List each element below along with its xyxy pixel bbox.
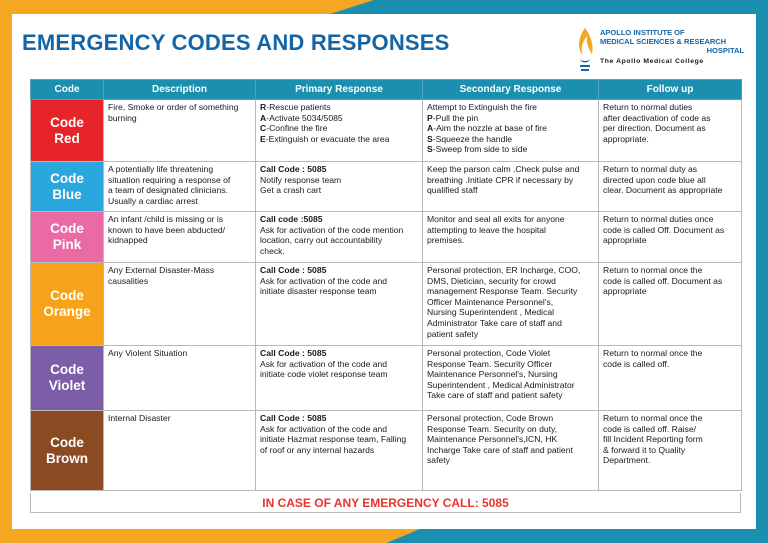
description-line: kidnapped xyxy=(108,235,148,246)
description-line: Fire, Smoke or order of something xyxy=(108,102,239,112)
code-name: Violet xyxy=(48,378,86,393)
follow-up-line: per direction. Document as xyxy=(603,123,706,134)
table-row-code-blue xyxy=(31,162,742,212)
secondary-line: DMS, Dietician, security for crowd xyxy=(427,275,556,286)
secondary-line: Nursing Superintendent , Medical xyxy=(427,307,555,318)
logo-line-1: APOLLO INSTITUTE OF xyxy=(600,28,685,37)
secondary-line: Take care of staff and patient safety xyxy=(427,390,563,401)
secondary-line: patient safety xyxy=(427,328,479,339)
call-code-label: Call code :5085 xyxy=(260,214,323,224)
description-line: Usually a cardiac arrest xyxy=(108,195,198,206)
primary-response-cell xyxy=(256,212,423,263)
follow-up-line: code is called Off. Document as xyxy=(603,224,725,235)
description-line: A potentially life threatening xyxy=(108,164,214,174)
follow-up-line: Department. xyxy=(603,455,651,466)
primary-response-cell xyxy=(256,162,423,212)
secondary-line: Superintendent , Medical Administrator xyxy=(427,379,575,390)
follow-up-line: code is called off. xyxy=(603,358,670,369)
primary-line: Ask for activation of the code mention xyxy=(260,224,404,235)
secondary-line: Personal protection, ER Incharge, COO, xyxy=(427,265,581,275)
secondary-response-cell xyxy=(423,263,599,346)
primary-step: R-Rescue patients xyxy=(260,102,331,112)
header-primary-response: Primary Response xyxy=(256,80,423,100)
primary-line: Get a crash cart xyxy=(260,185,322,196)
primary-step: E-Extinguish or evacuate the area xyxy=(260,133,390,144)
call-code-label: Call Code : 5085 xyxy=(260,348,327,358)
description-cell xyxy=(104,100,256,162)
primary-line: Ask for activation of the code and xyxy=(260,275,388,286)
secondary-line: Maintenance Personnel's, Nursing xyxy=(427,369,558,380)
logo-line-2: MEDICAL SCIENCES & RESEARCH xyxy=(600,37,727,46)
follow-up-line: after deactivation of code as xyxy=(603,112,711,123)
code-cell-blue xyxy=(31,162,104,212)
call-code-label: Call Code : 5085 xyxy=(260,413,327,423)
follow-up-cell xyxy=(599,162,742,212)
secondary-line: Response Team. Security on duty, xyxy=(427,423,558,434)
code-word: Code xyxy=(50,288,84,303)
follow-up-line: Return to normal once the xyxy=(603,348,703,358)
secondary-response-cell xyxy=(423,346,599,411)
follow-up-cell xyxy=(599,100,742,162)
description-cell xyxy=(104,263,256,346)
secondary-line: Monitor and seal all exits for anyone xyxy=(427,214,565,224)
frame-top-teal-stripe xyxy=(330,0,768,14)
table-row-code-pink xyxy=(31,212,742,263)
hospital-logo xyxy=(574,26,744,74)
description-line: Any External Disaster-Mass xyxy=(108,265,215,275)
secondary-line: breathing .Initiate CPR if necessary by xyxy=(427,174,574,185)
secondary-step: P-Pull the pin xyxy=(427,112,479,123)
follow-up-line: code is called off. Document as xyxy=(603,275,723,286)
code-word: Code xyxy=(50,221,84,236)
primary-line: of roof or any internal hazards xyxy=(260,444,375,455)
follow-up-line: Return to normal duties once xyxy=(603,214,714,224)
code-cell-orange xyxy=(31,263,104,346)
code-cell-violet xyxy=(31,346,104,411)
primary-response-cell xyxy=(256,346,423,411)
follow-up-line: appropriate xyxy=(603,235,647,246)
primary-line: initiate Hazmat response team, Falling xyxy=(260,434,407,445)
code-name: Pink xyxy=(52,237,82,252)
description-line: a team of designated clinicians. xyxy=(108,185,228,196)
table-row-code-red xyxy=(31,100,742,162)
primary-step: C-Confine the fire xyxy=(260,123,328,134)
code-cell-red xyxy=(31,100,104,162)
secondary-line: qualified staff xyxy=(427,185,478,196)
logo-tagline: The Apollo Medical College xyxy=(600,58,704,65)
header-code: Code xyxy=(31,80,104,100)
follow-up-line: Return to normal once the xyxy=(603,413,703,423)
secondary-line: safety xyxy=(427,455,450,466)
secondary-line: Maintenance Personnel's,ICN, HK xyxy=(427,434,558,445)
call-code-label: Call Code : 5085 xyxy=(260,265,327,275)
secondary-line: Personal protection, Code Brown xyxy=(427,413,554,423)
frame-left-stripe xyxy=(0,0,12,543)
description-cell xyxy=(104,162,256,212)
follow-up-cell xyxy=(599,212,742,263)
description-line: Any Violent Situation xyxy=(108,348,188,358)
secondary-step: S-Squeeze the handle xyxy=(427,133,513,144)
secondary-response-cell xyxy=(423,162,599,212)
description-cell xyxy=(104,411,256,491)
follow-up-cell xyxy=(599,411,742,491)
secondary-line: Response Team. Security Officer xyxy=(427,358,553,369)
secondary-response-cell xyxy=(423,100,599,162)
follow-up-line: & forward it to Quality xyxy=(603,444,686,455)
code-name: Blue xyxy=(52,186,82,202)
follow-up-line: code is called off. Raise/ xyxy=(603,423,696,434)
logo-line-3: HOSPITAL xyxy=(706,46,744,55)
secondary-step: A-Aim the nozzle at base of fire xyxy=(427,123,547,134)
table-row-code-brown xyxy=(31,411,742,491)
page-title: EMERGENCY CODES AND RESPONSES xyxy=(22,30,450,55)
secondary-line: Incharge Take care of staff and patient xyxy=(427,444,573,455)
primary-step: A-Activate 5034/5085 xyxy=(260,112,343,123)
description-line: causalities xyxy=(108,275,149,286)
follow-up-line: clear. Document as appropriate xyxy=(603,185,723,196)
follow-up-line: directed upon code blue all xyxy=(603,174,706,185)
code-word: Code xyxy=(50,170,84,186)
header-secondary-response: Secondary Response xyxy=(423,80,599,100)
follow-up-line: appropriate xyxy=(603,286,647,297)
description-cell xyxy=(104,346,256,411)
follow-up-cell xyxy=(599,263,742,346)
code-word: Code xyxy=(50,114,84,130)
code-cell-brown xyxy=(31,411,104,491)
secondary-line: Keep the parson calm .Check pulse and xyxy=(427,164,580,174)
follow-up-cell xyxy=(599,346,742,411)
table-header-row xyxy=(31,80,742,100)
code-word: Code xyxy=(50,362,84,377)
description-line: situation requiring a response of xyxy=(108,174,231,185)
codes-table xyxy=(30,79,742,491)
secondary-line: Officer Maintenance Personnel's, xyxy=(427,296,554,307)
frame-bottom-orange-stripe xyxy=(0,529,420,543)
primary-line: Ask for activation of the code and xyxy=(260,358,388,369)
emergency-call-banner: IN CASE OF ANY EMERGENCY CALL: 5085 xyxy=(30,493,741,513)
table-row-code-violet xyxy=(31,346,742,411)
code-cell-pink xyxy=(31,212,104,263)
primary-response-cell xyxy=(256,100,423,162)
secondary-line: attempting to leave the hospital xyxy=(427,224,546,235)
secondary-step: S-Sweep from side to side xyxy=(427,144,528,155)
primary-line: initiate disaster response team xyxy=(260,286,377,297)
follow-up-line: appropriate. xyxy=(603,133,649,144)
code-name: Brown xyxy=(46,450,88,466)
code-word: Code xyxy=(50,434,84,450)
follow-up-line: Return to normal duty as xyxy=(603,164,698,174)
secondary-response-cell xyxy=(423,411,599,491)
description-line: An infant /child is missing or is xyxy=(108,214,224,224)
description-line: burning xyxy=(108,112,137,123)
secondary-line: management Response Team. Security xyxy=(427,286,578,297)
primary-line: check. xyxy=(260,245,285,256)
secondary-line: Personal protection, Code Violet xyxy=(427,348,551,358)
description-line: known to have been abducted/ xyxy=(108,224,226,235)
primary-line: initiate code violet response team xyxy=(260,369,388,380)
follow-up-line: Return to normal once the xyxy=(603,265,703,275)
primary-line: Ask for activation of the code and xyxy=(260,423,388,434)
call-code-label: Call Code : 5085 xyxy=(260,164,327,174)
primary-line: Notify response team xyxy=(260,174,342,185)
primary-response-cell xyxy=(256,263,423,346)
code-name: Red xyxy=(54,130,80,146)
follow-up-line: fill Incident Reporting form xyxy=(603,434,703,445)
follow-up-line: Return to normal duties xyxy=(603,102,693,112)
apollo-flame-icon xyxy=(574,26,596,72)
header-follow-up: Follow up xyxy=(599,80,742,100)
frame-right-stripe xyxy=(756,0,768,543)
secondary-line: premises. xyxy=(427,235,465,246)
header-description: Description xyxy=(104,80,256,100)
description-line: Internal Disaster xyxy=(108,413,171,423)
secondary-response-cell xyxy=(423,212,599,263)
logo-text xyxy=(600,28,744,67)
description-cell xyxy=(104,212,256,263)
code-name: Orange xyxy=(43,304,91,319)
primary-response-cell xyxy=(256,411,423,491)
table-row-code-orange xyxy=(31,263,742,346)
secondary-line: Attempt to Extinguish the fire xyxy=(427,102,537,112)
secondary-line: Administrator Take care of staff and xyxy=(427,317,562,328)
primary-line: location, carry out accountability xyxy=(260,235,383,246)
